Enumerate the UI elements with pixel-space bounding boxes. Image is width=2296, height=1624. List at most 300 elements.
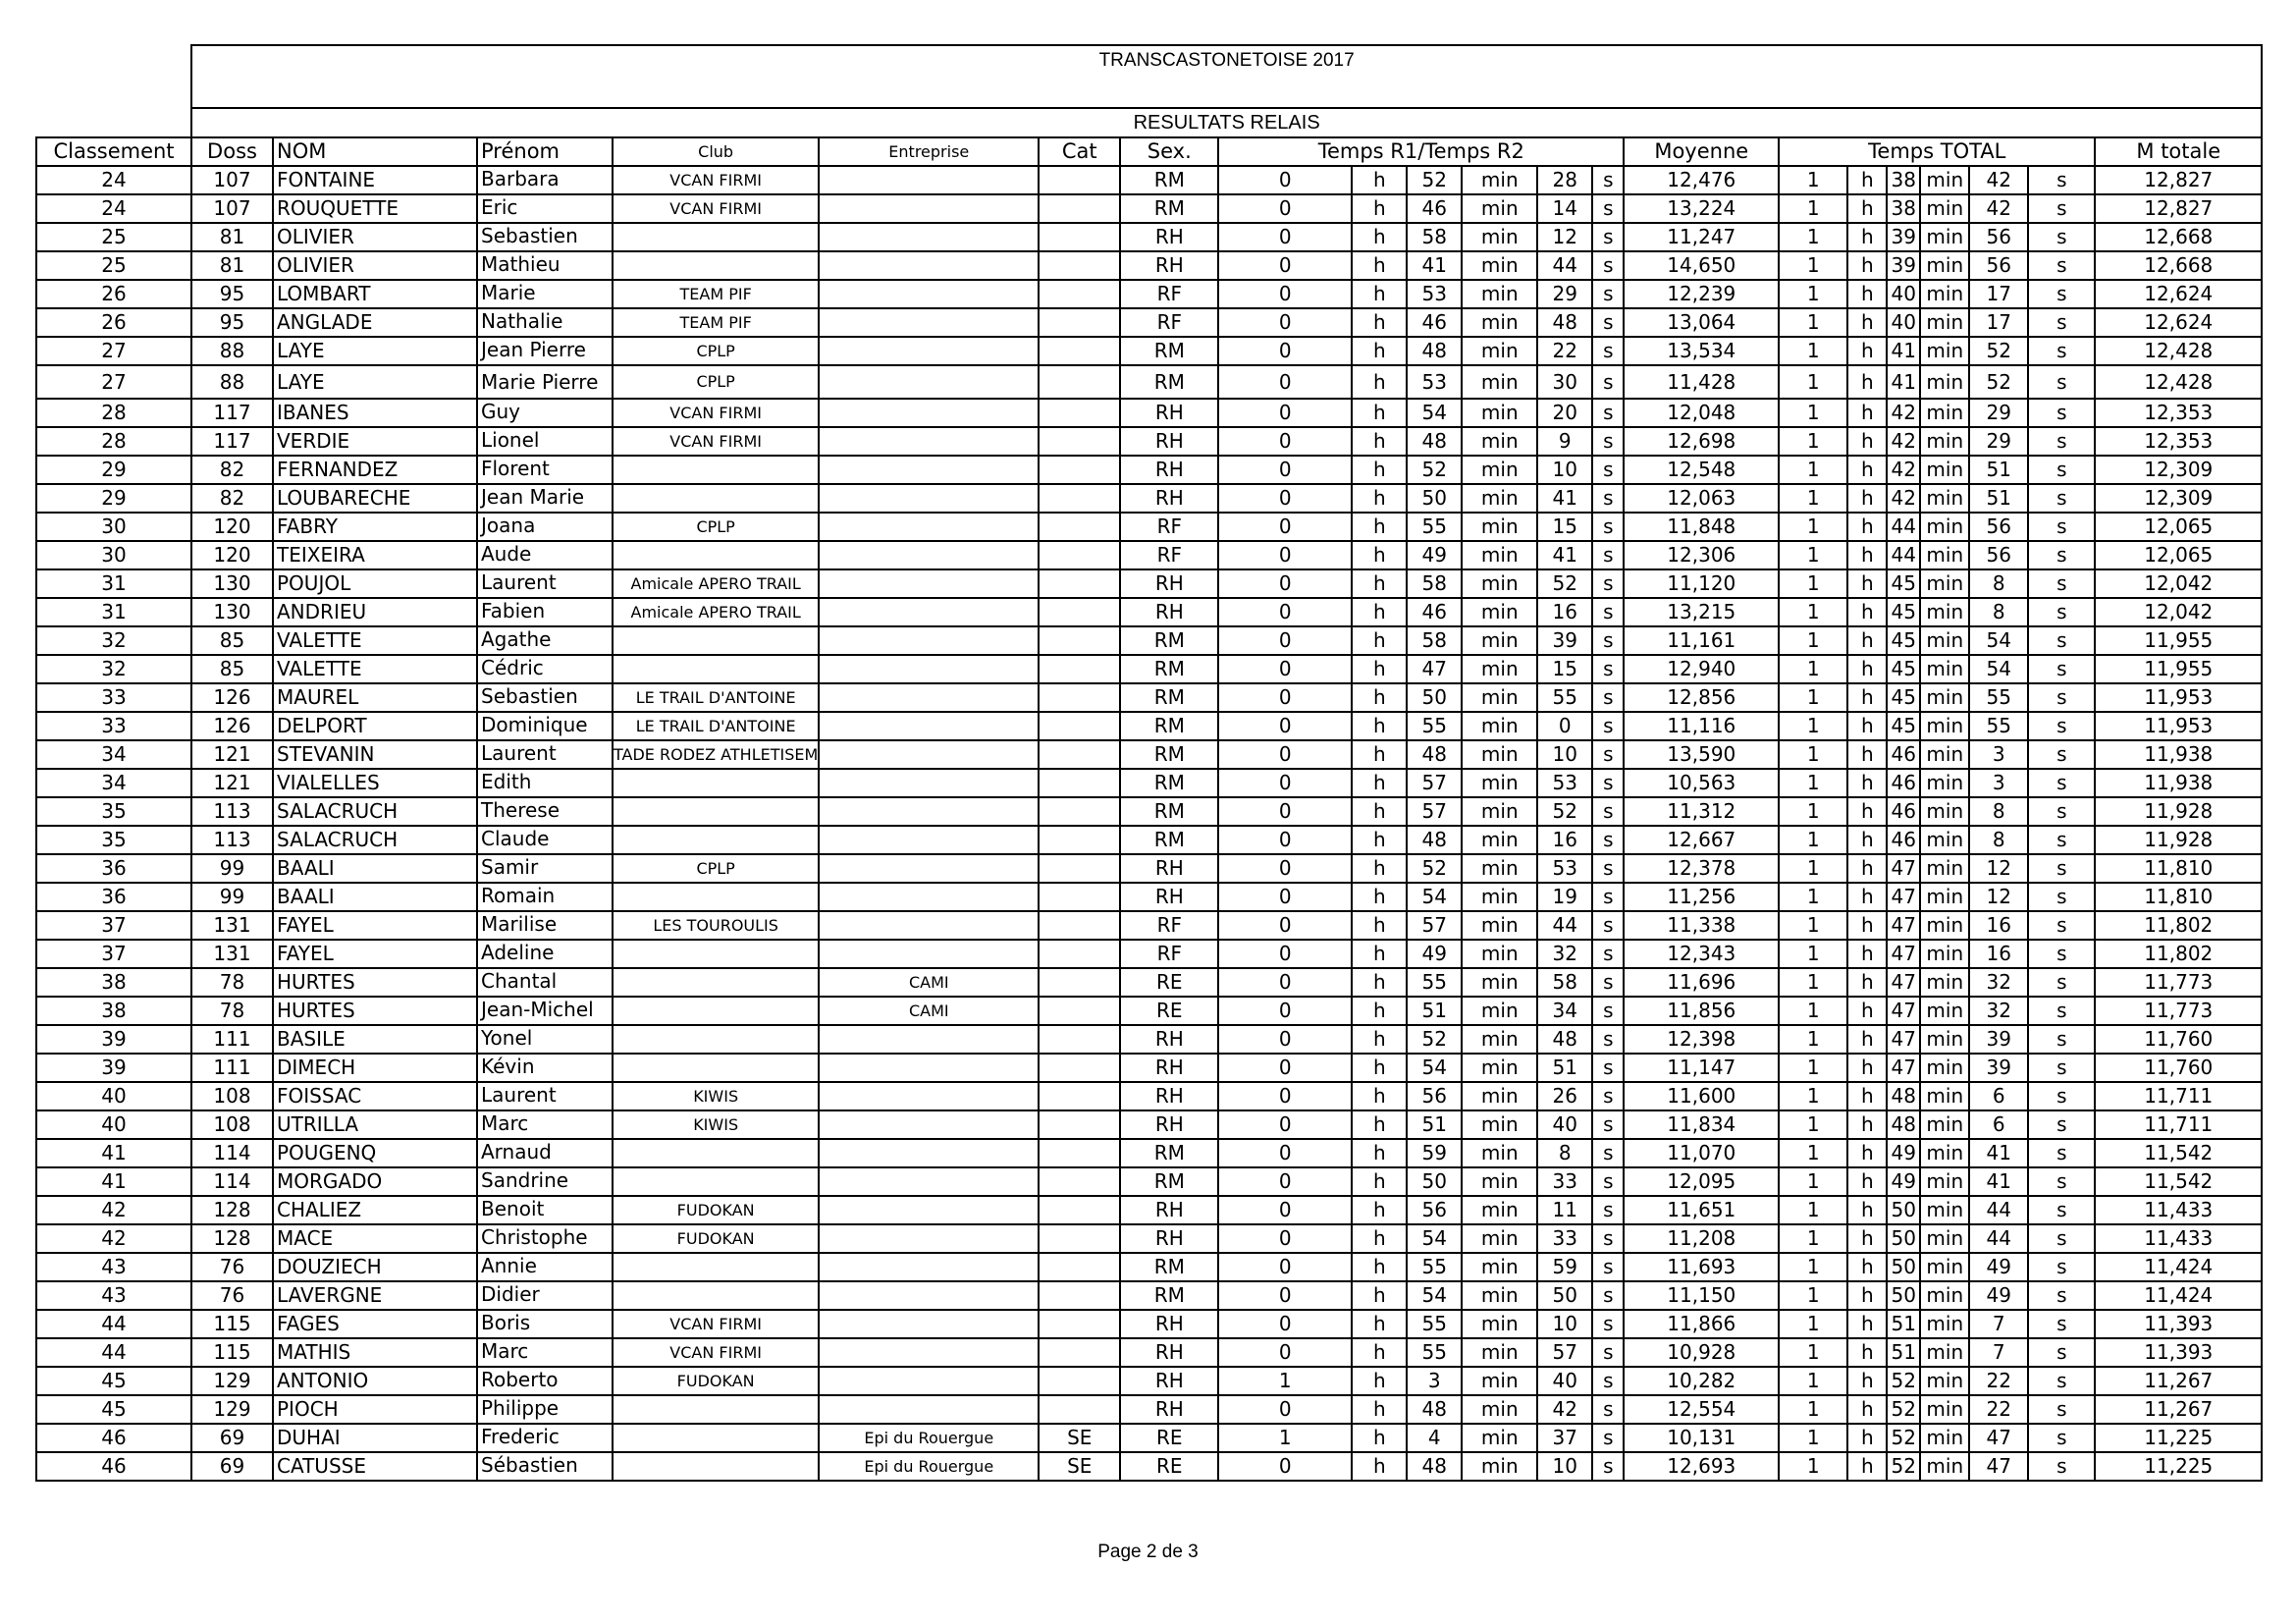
doss-cell: 117 — [191, 427, 273, 456]
result-row — [36, 1281, 2262, 1310]
sex-cell: RM — [1120, 365, 1218, 399]
total-s-unit: s — [2028, 968, 2095, 997]
rank-cell: 28 — [36, 427, 191, 456]
m-totale-cell: 11,802 — [2095, 911, 2262, 940]
relay-seconds-cell: 44 — [1537, 911, 1592, 940]
moyenne-cell: 12,095 — [1624, 1167, 1779, 1196]
relay-h-unit: h — [1352, 513, 1407, 541]
total-hours-cell: 1 — [1779, 598, 1847, 626]
sex-cell: RE — [1120, 1452, 1218, 1481]
entreprise-cell — [819, 308, 1039, 337]
relay-h-unit: h — [1352, 399, 1407, 427]
total-min-unit: min — [1920, 1167, 1969, 1196]
total-hours-cell: 1 — [1779, 280, 1847, 308]
total-seconds-cell: 42 — [1969, 194, 2028, 223]
m-totale-cell: 12,353 — [2095, 399, 2262, 427]
relay-minutes-cell: 57 — [1407, 911, 1462, 940]
entreprise-cell — [819, 1139, 1039, 1167]
m-totale-cell: 12,042 — [2095, 598, 2262, 626]
relay-s-unit: s — [1592, 968, 1624, 997]
total-minutes-cell: 38 — [1887, 194, 1920, 223]
total-min-unit: min — [1920, 166, 1969, 194]
total-s-unit: s — [2028, 1367, 2095, 1395]
m-totale-cell: 11,938 — [2095, 769, 2262, 797]
total-seconds-cell: 51 — [1969, 456, 2028, 484]
club-cell — [613, 1452, 819, 1481]
relay-min-unit: min — [1462, 854, 1537, 883]
relay-h-unit: h — [1352, 769, 1407, 797]
relay-min-unit: min — [1462, 223, 1537, 251]
prenom-cell: Cédric — [477, 655, 613, 683]
relay-s-unit: s — [1592, 399, 1624, 427]
relay-min-unit: min — [1462, 569, 1537, 598]
doss-cell: 129 — [191, 1395, 273, 1424]
moyenne-cell: 12,239 — [1624, 280, 1779, 308]
relay-h-unit: h — [1352, 1025, 1407, 1054]
cat-cell — [1039, 194, 1120, 223]
total-min-unit: min — [1920, 1110, 1969, 1139]
relay-h-unit: h — [1352, 337, 1407, 365]
entreprise-cell: CAMI — [819, 968, 1039, 997]
relay-s-unit: s — [1592, 337, 1624, 365]
relay-s-unit: s — [1592, 1395, 1624, 1424]
header-temps-total: Temps TOTAL — [1779, 137, 2095, 166]
doss-cell: 114 — [191, 1139, 273, 1167]
rank-cell: 34 — [36, 769, 191, 797]
entreprise-cell — [819, 1167, 1039, 1196]
entreprise-cell: Epi du Rouergue — [819, 1424, 1039, 1452]
entreprise-cell: CAMI — [819, 997, 1039, 1025]
relay-seconds-cell: 28 — [1537, 166, 1592, 194]
relay-hours-cell: 0 — [1218, 223, 1352, 251]
doss-cell: 76 — [191, 1253, 273, 1281]
relay-hours-cell: 0 — [1218, 1452, 1352, 1481]
relay-min-unit: min — [1462, 655, 1537, 683]
total-h-unit: h — [1847, 365, 1887, 399]
total-hours-cell: 1 — [1779, 911, 1847, 940]
doss-cell: 69 — [191, 1452, 273, 1481]
result-row — [36, 1452, 2262, 1481]
total-hours-cell: 1 — [1779, 1110, 1847, 1139]
rank-cell: 38 — [36, 968, 191, 997]
rank-cell: 35 — [36, 826, 191, 854]
relay-h-unit: h — [1352, 1054, 1407, 1082]
entreprise-cell — [819, 223, 1039, 251]
relay-minutes-cell: 51 — [1407, 1110, 1462, 1139]
total-minutes-cell: 49 — [1887, 1139, 1920, 1167]
relay-hours-cell: 0 — [1218, 541, 1352, 569]
relay-minutes-cell: 55 — [1407, 1310, 1462, 1338]
moyenne-cell: 10,282 — [1624, 1367, 1779, 1395]
relay-minutes-cell: 46 — [1407, 308, 1462, 337]
rank-cell: 31 — [36, 598, 191, 626]
total-minutes-cell: 52 — [1887, 1424, 1920, 1452]
relay-s-unit: s — [1592, 1424, 1624, 1452]
club-cell: CPLP — [613, 365, 819, 399]
relay-minutes-cell: 46 — [1407, 598, 1462, 626]
club-cell: FUDOKAN — [613, 1367, 819, 1395]
doss-cell: 115 — [191, 1310, 273, 1338]
relay-minutes-cell: 50 — [1407, 683, 1462, 712]
prenom-cell: Guy — [477, 399, 613, 427]
moyenne-cell: 12,476 — [1624, 166, 1779, 194]
sex-cell: RM — [1120, 1167, 1218, 1196]
relay-min-unit: min — [1462, 194, 1537, 223]
relay-seconds-cell: 15 — [1537, 655, 1592, 683]
sex-cell: RH — [1120, 598, 1218, 626]
total-hours-cell: 1 — [1779, 712, 1847, 740]
club-cell: TEAM PIF — [613, 280, 819, 308]
total-hours-cell: 1 — [1779, 337, 1847, 365]
moyenne-cell: 12,048 — [1624, 399, 1779, 427]
total-minutes-cell: 48 — [1887, 1082, 1920, 1110]
total-min-unit: min — [1920, 569, 1969, 598]
doss-cell: 81 — [191, 223, 273, 251]
rank-cell: 39 — [36, 1054, 191, 1082]
total-s-unit: s — [2028, 826, 2095, 854]
total-seconds-cell: 41 — [1969, 1167, 2028, 1196]
cat-cell — [1039, 826, 1120, 854]
m-totale-cell: 12,309 — [2095, 456, 2262, 484]
doss-cell: 82 — [191, 456, 273, 484]
relay-hours-cell: 1 — [1218, 1424, 1352, 1452]
relay-minutes-cell: 53 — [1407, 365, 1462, 399]
sex-cell: RM — [1120, 166, 1218, 194]
nom-cell: FONTAINE — [273, 166, 477, 194]
sex-cell: RM — [1120, 826, 1218, 854]
relay-min-unit: min — [1462, 826, 1537, 854]
total-seconds-cell: 8 — [1969, 826, 2028, 854]
result-row — [36, 883, 2262, 911]
relay-minutes-cell: 54 — [1407, 1054, 1462, 1082]
total-h-unit: h — [1847, 223, 1887, 251]
relay-s-unit: s — [1592, 740, 1624, 769]
cat-cell — [1039, 365, 1120, 399]
moyenne-cell: 11,428 — [1624, 365, 1779, 399]
results-table — [35, 44, 2263, 1482]
rank-cell: 37 — [36, 940, 191, 968]
relay-s-unit: s — [1592, 1196, 1624, 1224]
total-hours-cell: 1 — [1779, 1167, 1847, 1196]
doss-cell: 78 — [191, 997, 273, 1025]
rank-cell: 44 — [36, 1338, 191, 1367]
moyenne-cell: 12,940 — [1624, 655, 1779, 683]
cat-cell — [1039, 1395, 1120, 1424]
total-min-unit: min — [1920, 655, 1969, 683]
prenom-cell: Frederic — [477, 1424, 613, 1452]
total-minutes-cell: 45 — [1887, 655, 1920, 683]
header-doss: Doss — [191, 137, 273, 166]
total-s-unit: s — [2028, 1310, 2095, 1338]
prenom-cell: Yonel — [477, 1025, 613, 1054]
m-totale-cell: 11,953 — [2095, 683, 2262, 712]
result-row — [36, 911, 2262, 940]
relay-s-unit: s — [1592, 1338, 1624, 1367]
relay-minutes-cell: 56 — [1407, 1082, 1462, 1110]
doss-cell: 128 — [191, 1196, 273, 1224]
m-totale-cell: 11,938 — [2095, 740, 2262, 769]
result-row — [36, 541, 2262, 569]
total-h-unit: h — [1847, 683, 1887, 712]
relay-h-unit: h — [1352, 883, 1407, 911]
rank-cell: 41 — [36, 1167, 191, 1196]
total-min-unit: min — [1920, 223, 1969, 251]
moyenne-cell: 12,554 — [1624, 1395, 1779, 1424]
total-minutes-cell: 38 — [1887, 166, 1920, 194]
rank-cell: 38 — [36, 997, 191, 1025]
relay-min-unit: min — [1462, 1424, 1537, 1452]
relay-minutes-cell: 55 — [1407, 1338, 1462, 1367]
total-min-unit: min — [1920, 883, 1969, 911]
sex-cell: RE — [1120, 1424, 1218, 1452]
doss-cell: 85 — [191, 655, 273, 683]
relay-s-unit: s — [1592, 655, 1624, 683]
relay-h-unit: h — [1352, 569, 1407, 598]
total-h-unit: h — [1847, 569, 1887, 598]
moyenne-cell: 12,063 — [1624, 484, 1779, 513]
m-totale-cell: 12,065 — [2095, 541, 2262, 569]
total-hours-cell: 1 — [1779, 194, 1847, 223]
total-hours-cell: 1 — [1779, 1424, 1847, 1452]
total-hours-cell: 1 — [1779, 940, 1847, 968]
relay-s-unit: s — [1592, 854, 1624, 883]
sex-cell: RH — [1120, 1196, 1218, 1224]
relay-minutes-cell: 3 — [1407, 1367, 1462, 1395]
sex-cell: RM — [1120, 769, 1218, 797]
club-cell — [613, 1054, 819, 1082]
total-hours-cell: 1 — [1779, 541, 1847, 569]
sex-cell: RH — [1120, 854, 1218, 883]
prenom-cell: Mathieu — [477, 251, 613, 280]
total-h-unit: h — [1847, 968, 1887, 997]
relay-s-unit: s — [1592, 1367, 1624, 1395]
relay-s-unit: s — [1592, 541, 1624, 569]
relay-minutes-cell: 50 — [1407, 484, 1462, 513]
result-row — [36, 1167, 2262, 1196]
total-hours-cell: 1 — [1779, 308, 1847, 337]
moyenne-cell: 12,698 — [1624, 427, 1779, 456]
relay-seconds-cell: 34 — [1537, 997, 1592, 1025]
entreprise-cell — [819, 194, 1039, 223]
total-seconds-cell: 49 — [1969, 1281, 2028, 1310]
m-totale-cell: 11,433 — [2095, 1196, 2262, 1224]
prenom-cell: Sébastien — [477, 1452, 613, 1481]
club-cell: CPLP — [613, 854, 819, 883]
result-row — [36, 740, 2262, 769]
total-s-unit: s — [2028, 1224, 2095, 1253]
total-hours-cell: 1 — [1779, 1367, 1847, 1395]
total-hours-cell: 1 — [1779, 997, 1847, 1025]
m-totale-cell: 11,267 — [2095, 1367, 2262, 1395]
relay-seconds-cell: 53 — [1537, 854, 1592, 883]
relay-minutes-cell: 48 — [1407, 826, 1462, 854]
relay-seconds-cell: 10 — [1537, 1310, 1592, 1338]
sex-cell: RE — [1120, 968, 1218, 997]
club-cell — [613, 655, 819, 683]
relay-hours-cell: 0 — [1218, 427, 1352, 456]
header-cat: Cat — [1039, 137, 1120, 166]
nom-cell: VERDIE — [273, 427, 477, 456]
cat-cell — [1039, 797, 1120, 826]
total-hours-cell: 1 — [1779, 569, 1847, 598]
rank-cell: 27 — [36, 337, 191, 365]
relay-h-unit: h — [1352, 740, 1407, 769]
m-totale-cell: 11,928 — [2095, 826, 2262, 854]
relay-h-unit: h — [1352, 484, 1407, 513]
rank-cell: 25 — [36, 223, 191, 251]
nom-cell: HURTES — [273, 968, 477, 997]
total-seconds-cell: 49 — [1969, 1253, 2028, 1281]
total-min-unit: min — [1920, 1025, 1969, 1054]
moyenne-cell: 11,147 — [1624, 1054, 1779, 1082]
doss-cell: 88 — [191, 337, 273, 365]
total-minutes-cell: 40 — [1887, 308, 1920, 337]
entreprise-cell — [819, 911, 1039, 940]
header-club: Club — [613, 137, 819, 166]
result-row — [36, 1395, 2262, 1424]
total-minutes-cell: 41 — [1887, 365, 1920, 399]
doss-cell: 131 — [191, 911, 273, 940]
relay-minutes-cell: 58 — [1407, 569, 1462, 598]
club-cell: KIWIS — [613, 1082, 819, 1110]
relay-h-unit: h — [1352, 1424, 1407, 1452]
total-h-unit: h — [1847, 1281, 1887, 1310]
doss-cell: 126 — [191, 683, 273, 712]
rank-cell: 25 — [36, 251, 191, 280]
total-minutes-cell: 47 — [1887, 883, 1920, 911]
cat-cell — [1039, 1082, 1120, 1110]
total-seconds-cell: 6 — [1969, 1082, 2028, 1110]
total-seconds-cell: 52 — [1969, 365, 2028, 399]
blank-corner — [36, 108, 191, 137]
relay-h-unit: h — [1352, 1082, 1407, 1110]
relay-seconds-cell: 12 — [1537, 223, 1592, 251]
doss-cell: 131 — [191, 940, 273, 968]
club-cell: CPLP — [613, 337, 819, 365]
moyenne-cell: 11,116 — [1624, 712, 1779, 740]
entreprise-cell — [819, 598, 1039, 626]
relay-h-unit: h — [1352, 194, 1407, 223]
relay-min-unit: min — [1462, 513, 1537, 541]
total-hours-cell: 1 — [1779, 626, 1847, 655]
total-h-unit: h — [1847, 1253, 1887, 1281]
relay-hours-cell: 0 — [1218, 911, 1352, 940]
total-s-unit: s — [2028, 598, 2095, 626]
total-min-unit: min — [1920, 194, 1969, 223]
total-min-unit: min — [1920, 1367, 1969, 1395]
relay-seconds-cell: 33 — [1537, 1167, 1592, 1196]
club-cell: VCAN FIRMI — [613, 1310, 819, 1338]
relay-hours-cell: 0 — [1218, 683, 1352, 712]
doss-cell: 115 — [191, 1338, 273, 1367]
relay-h-unit: h — [1352, 251, 1407, 280]
total-seconds-cell: 3 — [1969, 769, 2028, 797]
total-hours-cell: 1 — [1779, 683, 1847, 712]
club-cell: VCAN FIRMI — [613, 194, 819, 223]
result-row — [36, 1196, 2262, 1224]
total-s-unit: s — [2028, 1338, 2095, 1367]
club-cell — [613, 541, 819, 569]
total-seconds-cell: 22 — [1969, 1395, 2028, 1424]
sex-cell: RM — [1120, 194, 1218, 223]
relay-min-unit: min — [1462, 1452, 1537, 1481]
m-totale-cell: 11,433 — [2095, 1224, 2262, 1253]
sex-cell: RH — [1120, 251, 1218, 280]
cat-cell — [1039, 308, 1120, 337]
header-m-totale: M totale — [2095, 137, 2262, 166]
relay-hours-cell: 0 — [1218, 1196, 1352, 1224]
relay-min-unit: min — [1462, 1196, 1537, 1224]
entreprise-cell — [819, 513, 1039, 541]
total-hours-cell: 1 — [1779, 1253, 1847, 1281]
document-title: TRANSCASTONETOISE 2017 — [191, 45, 2262, 108]
moyenne-cell: 11,312 — [1624, 797, 1779, 826]
m-totale-cell: 11,810 — [2095, 883, 2262, 911]
moyenne-cell: 13,215 — [1624, 598, 1779, 626]
prenom-cell: Christophe — [477, 1224, 613, 1253]
m-totale-cell: 11,225 — [2095, 1424, 2262, 1452]
nom-cell: CHALIEZ — [273, 1196, 477, 1224]
moyenne-cell: 10,928 — [1624, 1338, 1779, 1367]
prenom-cell: Eric — [477, 194, 613, 223]
doss-cell: 121 — [191, 740, 273, 769]
m-totale-cell: 11,711 — [2095, 1110, 2262, 1139]
nom-cell: PIOCH — [273, 1395, 477, 1424]
total-s-unit: s — [2028, 1253, 2095, 1281]
total-hours-cell: 1 — [1779, 826, 1847, 854]
total-min-unit: min — [1920, 1338, 1969, 1367]
relay-minutes-cell: 48 — [1407, 740, 1462, 769]
relay-s-unit: s — [1592, 166, 1624, 194]
moyenne-cell: 11,866 — [1624, 1310, 1779, 1338]
result-row — [36, 251, 2262, 280]
relay-hours-cell: 0 — [1218, 940, 1352, 968]
cat-cell: SE — [1039, 1452, 1120, 1481]
result-row — [36, 223, 2262, 251]
total-min-unit: min — [1920, 456, 1969, 484]
m-totale-cell: 12,428 — [2095, 365, 2262, 399]
total-h-unit: h — [1847, 337, 1887, 365]
rank-cell: 24 — [36, 166, 191, 194]
relay-hours-cell: 0 — [1218, 194, 1352, 223]
relay-s-unit: s — [1592, 513, 1624, 541]
prenom-cell: Fabien — [477, 598, 613, 626]
nom-cell: DUHAI — [273, 1424, 477, 1452]
relay-min-unit: min — [1462, 337, 1537, 365]
relay-min-unit: min — [1462, 365, 1537, 399]
club-cell: VCAN FIRMI — [613, 427, 819, 456]
nom-cell: LAYE — [273, 365, 477, 399]
relay-s-unit: s — [1592, 1025, 1624, 1054]
relay-minutes-cell: 48 — [1407, 337, 1462, 365]
total-s-unit: s — [2028, 427, 2095, 456]
relay-seconds-cell: 40 — [1537, 1367, 1592, 1395]
relay-min-unit: min — [1462, 997, 1537, 1025]
cat-cell — [1039, 166, 1120, 194]
entreprise-cell — [819, 1224, 1039, 1253]
total-h-unit: h — [1847, 911, 1887, 940]
total-seconds-cell: 17 — [1969, 280, 2028, 308]
rank-cell: 42 — [36, 1196, 191, 1224]
total-hours-cell: 1 — [1779, 1054, 1847, 1082]
total-minutes-cell: 50 — [1887, 1281, 1920, 1310]
total-s-unit: s — [2028, 1452, 2095, 1481]
relay-min-unit: min — [1462, 280, 1537, 308]
nom-cell: VALETTE — [273, 626, 477, 655]
doss-cell: 85 — [191, 626, 273, 655]
cat-cell — [1039, 1253, 1120, 1281]
total-s-unit: s — [2028, 1110, 2095, 1139]
